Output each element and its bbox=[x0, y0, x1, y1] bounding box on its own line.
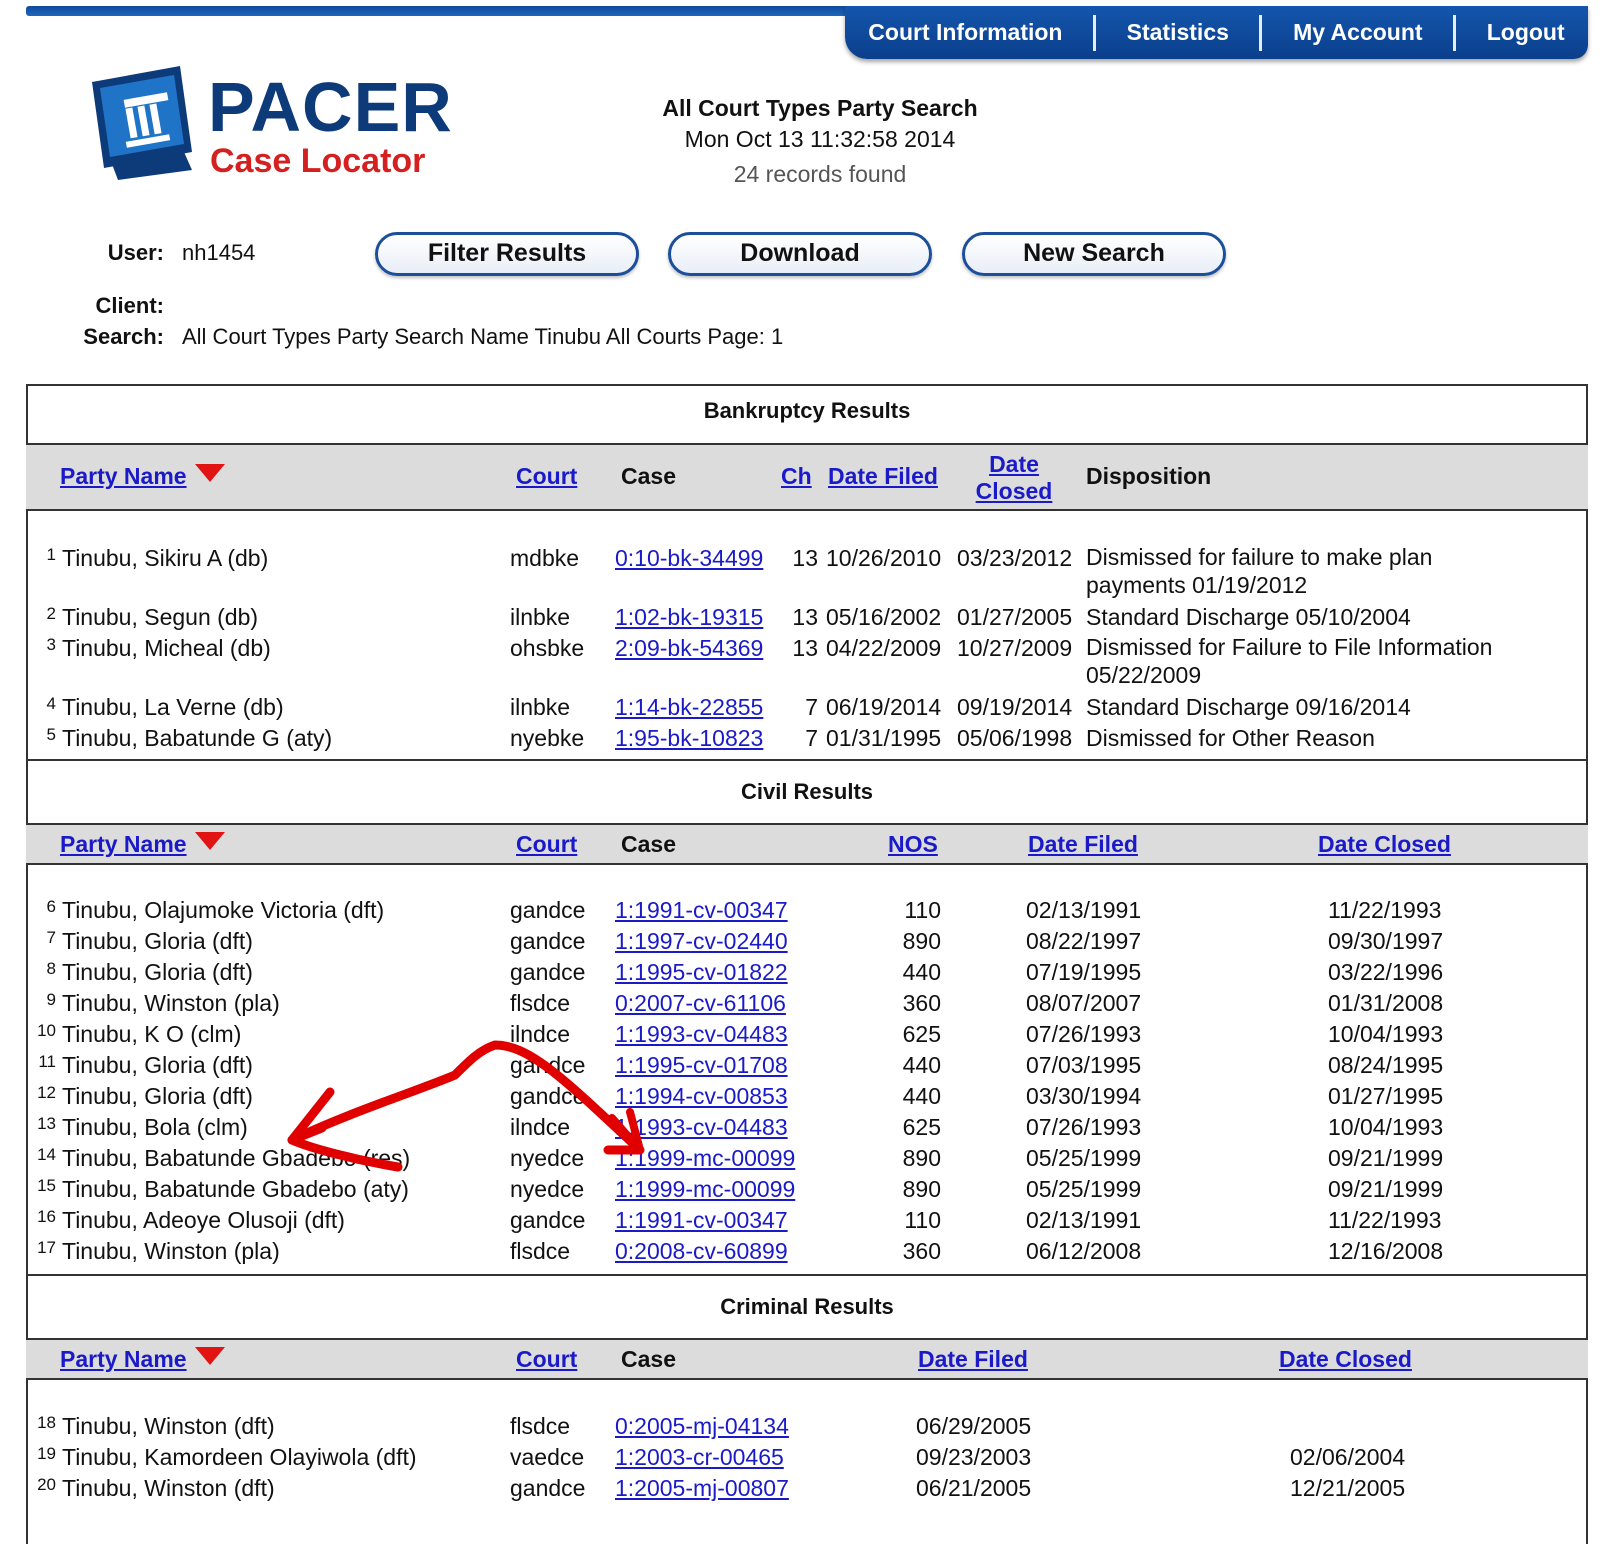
party-name: Tinubu, Olajumoke Victoria (dft) bbox=[62, 897, 385, 923]
row-number: 5 bbox=[46, 725, 56, 744]
table-row bbox=[26, 988, 1588, 1019]
date-closed-line1[interactable]: Date bbox=[989, 451, 1039, 477]
date-filed: 10/26/2010 bbox=[826, 545, 942, 571]
sort-chapter[interactable]: Ch bbox=[781, 463, 812, 489]
chapter: 13 bbox=[792, 635, 818, 661]
row-number: 3 bbox=[46, 635, 56, 654]
court-code: nyedce bbox=[510, 1176, 585, 1202]
row-number: 17 bbox=[37, 1238, 56, 1257]
row-number: 1 bbox=[46, 545, 56, 564]
row-number: 14 bbox=[37, 1145, 56, 1164]
date-closed: 09/30/1997 bbox=[1328, 928, 1444, 954]
court-code: gandce bbox=[510, 1083, 586, 1109]
sort-descending-icon bbox=[195, 832, 225, 850]
court-code: mdbke bbox=[510, 545, 580, 571]
case-link[interactable]: 1:1999-mc-00099 bbox=[615, 1176, 796, 1202]
nos-code: 440 bbox=[902, 959, 941, 985]
criminal-section-title: Criminal Results bbox=[720, 1294, 894, 1319]
nav-separator bbox=[1093, 15, 1096, 51]
row-number: 4 bbox=[46, 694, 56, 713]
court-code: nyedce bbox=[510, 1145, 585, 1171]
table-row bbox=[26, 1143, 1588, 1174]
date-filed: 03/30/1994 bbox=[1026, 1083, 1142, 1109]
sort-nos[interactable]: NOS bbox=[888, 831, 938, 857]
row-number: 11 bbox=[38, 1052, 56, 1071]
case-link[interactable]: 1:1997-cv-02440 bbox=[615, 928, 788, 954]
case-link[interactable]: 1:1991-cv-00347 bbox=[615, 1207, 788, 1233]
sort-descending-icon bbox=[195, 464, 225, 482]
row-number: 7 bbox=[46, 928, 56, 947]
disposition: Standard Discharge 05/10/2004 bbox=[1086, 604, 1411, 630]
chapter: 7 bbox=[805, 694, 818, 720]
section-divider bbox=[26, 1274, 1588, 1276]
party-name: Tinubu, Babatunde Gbadebo (aty) bbox=[62, 1176, 409, 1202]
court-code: gandce bbox=[510, 959, 586, 985]
date-closed: 02/06/2004 bbox=[1290, 1444, 1406, 1470]
user-label: User: bbox=[107, 240, 164, 265]
court-code: ilndce bbox=[510, 1021, 571, 1047]
row-number: 19 bbox=[37, 1444, 56, 1463]
pacer-logo bbox=[88, 60, 458, 190]
date-closed: 09/21/1999 bbox=[1328, 1145, 1444, 1171]
table-row bbox=[26, 602, 1588, 633]
date-closed: 01/27/2005 bbox=[957, 604, 1073, 630]
row-number: 6 bbox=[46, 897, 56, 916]
case-link[interactable]: 1:1995-cv-01708 bbox=[615, 1052, 788, 1078]
date-closed: 01/31/2008 bbox=[1328, 990, 1444, 1016]
table-row bbox=[26, 1205, 1588, 1236]
party-name: Tinubu, Winston (dft) bbox=[62, 1475, 275, 1501]
row-number: 20 bbox=[37, 1475, 56, 1494]
case-link[interactable]: 1:1995-cv-01822 bbox=[615, 959, 788, 985]
search-datetime: Mon Oct 13 11:32:58 2014 bbox=[684, 126, 956, 152]
section-divider bbox=[26, 759, 1588, 761]
case-link[interactable]: 0:2007-cv-61106 bbox=[615, 990, 786, 1016]
case-header: Case bbox=[621, 463, 676, 489]
court-code: flsdce bbox=[510, 1238, 571, 1264]
party-name: Tinubu, Gloria (dft) bbox=[62, 959, 253, 985]
case-link[interactable]: 1:1994-cv-00853 bbox=[615, 1083, 788, 1109]
court-code: gandce bbox=[510, 897, 586, 923]
case-link[interactable]: 1:1999-mc-00099 bbox=[615, 1145, 796, 1171]
search-label: Search: bbox=[83, 324, 164, 349]
table-row bbox=[26, 633, 1588, 691]
table-row bbox=[26, 957, 1588, 988]
date-closed: 10/27/2009 bbox=[957, 635, 1073, 661]
search-title: All Court Types Party Search bbox=[662, 95, 978, 121]
filter-results-button[interactable]: Filter Results bbox=[375, 232, 639, 276]
table-row bbox=[26, 926, 1588, 957]
case-header: Case bbox=[621, 1346, 676, 1372]
party-name: Tinubu, Gloria (dft) bbox=[62, 928, 253, 954]
sort-date-filed[interactable]: Date Filed bbox=[918, 1346, 1028, 1372]
date-filed: 02/13/1991 bbox=[1026, 1207, 1142, 1233]
nos-code: 110 bbox=[904, 897, 941, 923]
date-filed: 07/26/1993 bbox=[1026, 1114, 1142, 1140]
date-closed: 10/04/1993 bbox=[1328, 1021, 1444, 1047]
table-row bbox=[26, 1473, 1588, 1504]
bankruptcy-column-headers bbox=[26, 443, 1588, 511]
party-name-header[interactable]: Party Name bbox=[60, 1346, 187, 1372]
date-closed: 12/21/2005 bbox=[1290, 1475, 1406, 1501]
case-link[interactable]: 1:02-bk-19315 bbox=[615, 604, 764, 630]
table-row bbox=[26, 895, 1588, 926]
nav-court-information[interactable]: Court Information bbox=[868, 19, 1063, 45]
user-value: nh1454 bbox=[182, 240, 256, 265]
nos-code: 625 bbox=[902, 1114, 941, 1140]
date-closed: 03/23/2012 bbox=[957, 545, 1073, 571]
row-number: 18 bbox=[37, 1413, 56, 1432]
date-closed: 03/22/1996 bbox=[1328, 959, 1444, 985]
logo-title: PACER bbox=[208, 68, 453, 146]
date-filed: 07/03/1995 bbox=[1026, 1052, 1142, 1078]
download-button[interactable]: Download bbox=[668, 232, 932, 276]
date-filed: 02/13/1991 bbox=[1026, 897, 1142, 923]
sort-date-filed[interactable]: Date Filed bbox=[828, 463, 938, 489]
date-closed: 10/04/1993 bbox=[1328, 1114, 1444, 1140]
sort-date-filed[interactable]: Date Filed bbox=[1028, 831, 1138, 857]
date-closed: 09/19/2014 bbox=[957, 694, 1073, 720]
table-row bbox=[26, 723, 1588, 754]
nav-separator bbox=[1259, 15, 1262, 51]
party-name: Tinubu, Babatunde G (aty) bbox=[62, 725, 333, 751]
case-header: Case bbox=[621, 831, 676, 857]
party-name: Tinubu, Winston (pla) bbox=[62, 990, 280, 1016]
court-code: gandce bbox=[510, 928, 586, 954]
sort-party-name[interactable] bbox=[60, 831, 225, 858]
client-label: Client: bbox=[95, 293, 164, 318]
court-code: flsdce bbox=[510, 1413, 571, 1439]
table-row bbox=[26, 1019, 1588, 1050]
case-link[interactable]: 1:2003-cr-00465 bbox=[615, 1444, 784, 1470]
nos-code: 360 bbox=[902, 990, 941, 1016]
court-code: ilnbke bbox=[510, 694, 571, 720]
monitor-columns-icon bbox=[88, 60, 206, 184]
sort-court[interactable]: Court bbox=[516, 831, 578, 857]
case-link[interactable]: 1:1993-cv-04483 bbox=[615, 1114, 788, 1140]
sort-descending-icon bbox=[195, 1347, 225, 1365]
date-filed: 08/07/2007 bbox=[1026, 990, 1142, 1016]
party-name: Tinubu, Babatunde Gbadebo (res) bbox=[62, 1145, 411, 1171]
sort-date-closed[interactable]: Date Closed bbox=[1279, 1346, 1412, 1372]
date-closed: 05/06/1998 bbox=[957, 725, 1073, 751]
party-name: Tinubu, Segun (db) bbox=[62, 604, 259, 630]
date-filed: 04/22/2009 bbox=[826, 635, 942, 661]
search-criteria: All Court Types Party Search Name Tinubu All Courts Page: 1 bbox=[182, 324, 784, 349]
court-code: vaedce bbox=[510, 1444, 585, 1470]
date-closed: 01/27/1995 bbox=[1328, 1083, 1444, 1109]
case-link[interactable]: 1:2005-mj-00807 bbox=[615, 1475, 789, 1501]
table-row bbox=[26, 1050, 1588, 1081]
nos-code: 890 bbox=[902, 1145, 941, 1171]
date-filed: 07/19/1995 bbox=[1026, 959, 1142, 985]
court-code: gandce bbox=[510, 1207, 586, 1233]
row-number: 8 bbox=[46, 959, 56, 978]
nos-code: 890 bbox=[902, 928, 941, 954]
logo-subtitle: Case Locator bbox=[210, 142, 426, 180]
search-summary bbox=[620, 95, 1020, 188]
date-closed: 12/16/2008 bbox=[1328, 1238, 1444, 1264]
row-number: 2 bbox=[46, 604, 56, 623]
nos-code: 890 bbox=[902, 1176, 941, 1202]
case-link[interactable]: 1:1991-cv-00347 bbox=[615, 897, 788, 923]
disposition-header: Disposition bbox=[1086, 463, 1212, 489]
table-row bbox=[26, 1112, 1588, 1143]
date-filed: 08/22/1997 bbox=[1026, 928, 1142, 954]
date-filed: 06/29/2005 bbox=[916, 1413, 1032, 1439]
party-name-header[interactable]: Party Name bbox=[60, 831, 187, 857]
date-filed: 05/16/2002 bbox=[826, 604, 942, 630]
nos-code: 440 bbox=[902, 1052, 941, 1078]
table-row bbox=[26, 1174, 1588, 1205]
table-row bbox=[26, 1411, 1588, 1442]
sort-court[interactable]: Court bbox=[516, 1346, 578, 1372]
row-number: 16 bbox=[37, 1207, 56, 1226]
nos-code: 110 bbox=[904, 1207, 941, 1233]
date-filed: 09/23/2003 bbox=[916, 1444, 1032, 1470]
date-closed: 09/21/1999 bbox=[1328, 1176, 1444, 1202]
date-filed: 07/26/1993 bbox=[1026, 1021, 1142, 1047]
party-name: Tinubu, Bola (clm) bbox=[62, 1114, 248, 1140]
row-number: 13 bbox=[37, 1114, 56, 1133]
nav-my-account[interactable]: My Account bbox=[1293, 19, 1423, 45]
case-link[interactable]: 1:14-bk-22855 bbox=[615, 694, 764, 720]
row-number: 12 bbox=[37, 1083, 56, 1102]
chapter: 7 bbox=[805, 725, 818, 751]
table-row bbox=[26, 543, 1588, 601]
table-row bbox=[26, 1442, 1588, 1473]
nav-logout[interactable]: Logout bbox=[1486, 19, 1565, 45]
bankruptcy-section-title: Bankruptcy Results bbox=[703, 398, 911, 423]
court-code: gandce bbox=[510, 1052, 586, 1078]
nos-code: 360 bbox=[902, 1238, 941, 1264]
case-link[interactable]: 0:2008-cv-60899 bbox=[615, 1238, 788, 1264]
party-name: Tinubu, La Verne (db) bbox=[62, 694, 284, 720]
case-link[interactable]: 1:1993-cv-04483 bbox=[615, 1021, 788, 1047]
sort-date-closed[interactable]: Date Closed bbox=[1318, 831, 1451, 857]
date-closed: 08/24/1995 bbox=[1328, 1052, 1444, 1078]
nos-code: 440 bbox=[902, 1083, 941, 1109]
chapter: 13 bbox=[792, 604, 818, 630]
date-filed: 01/31/1995 bbox=[826, 725, 942, 751]
party-name: Tinubu, Gloria (dft) bbox=[62, 1083, 253, 1109]
party-name: Tinubu, Kamordeen Olayiwola (dft) bbox=[62, 1444, 417, 1470]
date-filed: 06/19/2014 bbox=[826, 694, 942, 720]
court-code: ilnbke bbox=[510, 604, 571, 630]
civil-section-title: Civil Results bbox=[740, 779, 874, 804]
party-name: Tinubu, Winston (dft) bbox=[62, 1413, 275, 1439]
party-name: Tinubu, Gloria (dft) bbox=[62, 1052, 253, 1078]
disposition: Dismissed for Failure to File Information 05/22/2009 bbox=[1086, 634, 1493, 688]
party-name-header[interactable]: Party Name bbox=[60, 463, 187, 489]
date-closed: 11/22/1993 bbox=[1328, 897, 1442, 923]
case-link[interactable]: 2:09-bk-54369 bbox=[615, 635, 764, 661]
court-code: nyebke bbox=[510, 725, 585, 751]
disposition: Dismissed for failure to make plan payments 01/19/2012 bbox=[1086, 544, 1433, 598]
court-code: flsdce bbox=[510, 990, 571, 1016]
records-count: 24 records found bbox=[733, 161, 907, 187]
party-name: Tinubu, Winston (pla) bbox=[62, 1238, 280, 1264]
table-row bbox=[26, 692, 1588, 723]
sort-court[interactable]: Court bbox=[516, 463, 578, 489]
new-search-button[interactable]: New Search bbox=[962, 232, 1226, 276]
case-link[interactable]: 0:10-bk-34499 bbox=[615, 545, 764, 571]
chapter: 13 bbox=[792, 545, 818, 571]
top-nav bbox=[845, 6, 1588, 59]
civil-column-headers bbox=[26, 823, 1588, 865]
court-code: gandce bbox=[510, 1475, 586, 1501]
sort-party-name[interactable] bbox=[60, 1346, 225, 1373]
date-filed: 05/25/1999 bbox=[1026, 1145, 1142, 1171]
date-filed: 05/25/1999 bbox=[1026, 1176, 1142, 1202]
date-closed-line2[interactable]: Closed bbox=[975, 478, 1053, 504]
case-link[interactable]: 0:2005-mj-04134 bbox=[615, 1413, 789, 1439]
row-number: 9 bbox=[46, 990, 56, 1009]
disposition: Standard Discharge 09/16/2014 bbox=[1086, 694, 1411, 720]
court-code: ilndce bbox=[510, 1114, 571, 1140]
table-row bbox=[26, 1081, 1588, 1112]
criminal-column-headers bbox=[26, 1338, 1588, 1380]
nav-separator bbox=[1453, 15, 1456, 51]
row-number: 15 bbox=[37, 1176, 56, 1195]
disposition: Dismissed for Other Reason bbox=[1086, 725, 1375, 751]
date-closed: 11/22/1993 bbox=[1328, 1207, 1442, 1233]
party-name: Tinubu, Micheal (db) bbox=[62, 635, 271, 661]
row-number: 10 bbox=[37, 1021, 56, 1040]
table-row bbox=[26, 1236, 1588, 1267]
sort-party-name[interactable] bbox=[60, 463, 225, 490]
date-filed: 06/21/2005 bbox=[916, 1475, 1032, 1501]
party-name: Tinubu, Adeoye Olusoji (dft) bbox=[62, 1207, 345, 1233]
party-name: Tinubu, K O (clm) bbox=[62, 1021, 242, 1047]
case-link[interactable]: 1:95-bk-10823 bbox=[615, 725, 764, 751]
nav-statistics[interactable]: Statistics bbox=[1126, 19, 1229, 45]
party-name: Tinubu, Sikiru A (db) bbox=[62, 545, 269, 571]
nos-code: 625 bbox=[902, 1021, 941, 1047]
date-filed: 06/12/2008 bbox=[1026, 1238, 1142, 1264]
sort-date-closed[interactable] bbox=[966, 451, 1062, 505]
court-code: ohsbke bbox=[510, 635, 585, 661]
